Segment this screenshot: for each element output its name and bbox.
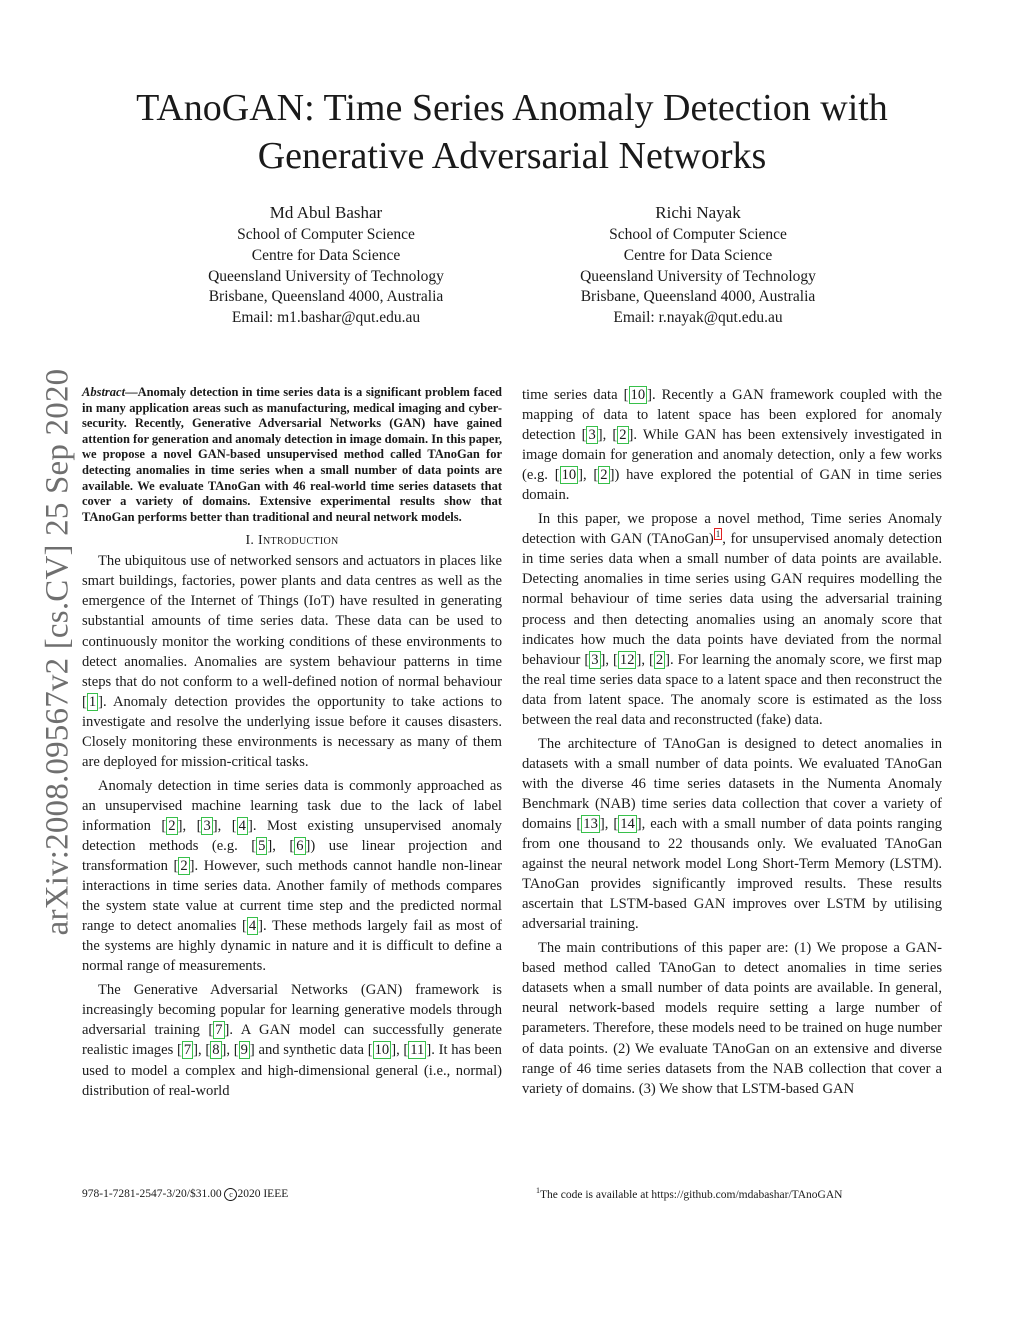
copyright-icon: c: [224, 1188, 237, 1201]
section-heading: I. Introduction: [245, 533, 339, 549]
paragraph: The main contributions of this paper are: (1) We propose a GAN-based method called TAnoGan to detect anomalies in time series datasets when a small number of data points are available. In general, neural network-based models require setting a large number of parameters. Therefore, these models need to be trained on huge number of data points. (2) We evaluate TAnoGan on an extensive and diverse range of 46 time series datasets from the NAB collection that cover a variety of domains. (3) We show that LSTM-based GAN: [522, 940, 942, 1097]
citation-link[interactable]: 6: [296, 838, 304, 854]
citation-link[interactable]: 2: [619, 427, 627, 444]
abstract-text: Anomaly detection in time series data is a significant problem faced in many application areas such as manufacturing, medical imaging and cyber-security. Recently, Generative Adversarial Networks (GAN) have gained attention for generation and anomaly detection in image domain. In this paper, we propose a novel GAN-based unsupervised method called TAnoGan for detecting anomalies in time series when a small number of data points are available. We evaluate TAnoGan with 46 real-world time series datasets that cover a variety of domains. Extensive experimental results show that TAnoGan performs better than traditional and neural network models.: [82, 385, 502, 524]
paragraph: The ubiquitous use of networked sensors and actuators in places like smart buildings, factories, power plants and data centres as well as the emergence of the Internet of Things (IoT) have resulted in generating substantial amounts of time series data. These data can be used to continuously monitor the working conditions of these environments to detect anomalies. Anomalies are system behaviour patterns in time steps that do not conform to a well-defined notion of normal behaviour [ 1 ]. Anomaly detection provides the opportunity to take actions to investigate and resolve the underlying issue before it causes disasters. Closely monitoring these environments is necessary as many of them are deployed for mission-critical tasks.: [82, 553, 502, 770]
footnote-link[interactable]: 1: [715, 529, 721, 540]
author-email: Email: r.nayak@qut.edu.au: [613, 309, 783, 327]
footnote: [536, 1186, 842, 1201]
arxiv-watermark: arXiv:2008.09567v2 [cs.CV] 25 Sep 2020: [39, 368, 76, 936]
copyright-line: 978-1-7281-2547-3/20/$31.00 c 2020 IEEE: [82, 1188, 289, 1201]
abstract-lead: Abstract: [82, 385, 126, 399]
right-body: [522, 385, 942, 1099]
citation-link[interactable]: 14: [620, 815, 635, 832]
citation-link[interactable]: 4: [238, 817, 246, 834]
paragraph: time series data [ 10 ]. Recently a GAN framework coupled with the mapping of data to latent space has been explored for anomaly detection [ 3 ], [ 2 ]. While GAN has been extensively investigated in image domain for generation and anomaly detection, only a few works (e.g. [ 10 ], [ 2 ]) have explored the potential of GAN in time series domain.: [522, 387, 942, 504]
author-affiliation: Centre for Data Science: [251, 246, 401, 264]
citation-link[interactable]: 5: [258, 838, 266, 854]
paragraph: In this paper, we propose a novel method, Time series Anomaly detection with GAN (TAnoGan) $^1$ , for unsupervised anomaly detection in time series data when a small number of data points are available. Detecting anomalies in time series using GAN requires modelling the normal behaviour of time series data using the adversarial training process and then detecting anomalies using an anomaly score that indicates how much the data points have deviated from the normal behaviour [ 3 ], [ 12 ], [ 2 ]. For learning the anomaly score, we first map the real time series data space to a latent space and then reconstruct the data from latent space. The anomaly score is estimated as the loss between the real data and reconstructed (fake) data.: [522, 511, 942, 728]
citation-link[interactable]: 2: [168, 817, 176, 834]
citation-link[interactable]: 12: [619, 651, 635, 668]
footnote-text: The code is available at https://github.com/mdabashar/TAnoGAN: [540, 1188, 843, 1201]
paper-title: TAnoGAN: Time Series Anomaly Detection with Generative Adversarial Networks: [136, 87, 888, 177]
author-email: Email: m1.bashar@qut.edu.au: [231, 309, 421, 327]
abstract: Abstract—Anomaly detection in time series data is a significant problem faced in many application areas such as manufacturing, medical imaging and cyber-security. Recently, Generative Adversarial Networks (GAN) have gained attention for generation and anomaly detection in image domain. In this paper, we propose a novel GAN-based unsupervised method called TAnoGan for detecting anomalies in time series when a small number of data points are available. We evaluate TAnoGan with 46 real-world time series datasets that cover a variety of domains. Extensive experimental results show that TAnoGan performs better than traditional and neural network models.: [82, 385, 502, 524]
citation-link[interactable]: 10: [374, 1042, 390, 1059]
citation-link[interactable]: 2: [600, 467, 608, 484]
author-affiliation: Queensland University of Technology: [208, 267, 444, 285]
author-name: Md Abul Bashar: [269, 203, 383, 222]
citation-link[interactable]: 11: [410, 1042, 425, 1059]
paragraph: Anomaly detection in time series data is commonly approached as an unsupervised machine learning task due to the lack of label information [ 2 ], [ 3 ], [ 4 ]. Most existing unsupervised anomaly detection methods (e.g. [ 5 ], [ 6 ]) use linear projection and transformation [ 2 ]. However, such methods cannot handle non-linear interactions in time series data. Another family of methods compares the system state value at current time step and the predicted normal range to detect anomalies [ 4 ]. These methods largely fail as most of the systems are highly dynamic in nature and it is difficult to define a normal range of measurements.: [82, 777, 502, 975]
left-column: [82, 385, 502, 1105]
author-name: Richi Nayak: [655, 203, 741, 222]
author-affiliation: Queensland University of Technology: [580, 267, 816, 285]
citation-link[interactable]: 1: [88, 693, 97, 710]
citation-link[interactable]: 4: [248, 918, 257, 935]
footnote-mark: 1: [536, 1186, 540, 1195]
paragraph: The Generative Adversarial Networks (GAN) framework is increasingly becoming popular for learning generative models through adversarial training [ 7 ]. A GAN model can successfully generate realistic images [ 7 ], [ 8 ], [ 9 ] and synthetic data [ 10 ], [ 11 ]. It has been used to model a complex and high-dimensional general (i.e., normal) distribution of real-world: [82, 982, 503, 1099]
citation-link[interactable]: 3: [588, 427, 596, 444]
left-body: [82, 551, 502, 1100]
author-affiliation: Brisbane, Queensland 4000, Australia: [580, 288, 816, 306]
citation-link[interactable]: 7: [183, 1042, 192, 1059]
citation-link[interactable]: 3: [591, 651, 599, 668]
author-affiliation: School of Computer Science: [609, 226, 787, 243]
citation-link[interactable]: 3: [203, 817, 211, 834]
citation-link[interactable]: 10: [561, 467, 577, 484]
citation-link[interactable]: 2: [655, 651, 664, 668]
author-2: [538, 202, 858, 329]
citation-link[interactable]: 13: [583, 815, 598, 832]
right-column: [522, 385, 942, 1103]
paragraph: The architecture of TAnoGan is designed to detect anomalies in datasets with a small number of data points. We evaluated TAnoGan with the diverse 46 time series datasets in the Numenta Anomaly Benchmark (NAB) time series data collection that cover a variety of domains [ 13 ], [ 14 ], each with a small number of data points ranging from one thousand to 22 thousands only. We evaluated TAnoGan against the neural network model Long Short-Term Memory (LSTM). TAnoGan provides significantly improved results. These results ascertain that LSTM-based GAN improves over LSTM by utilising adversarial training.: [522, 735, 942, 933]
citation-link[interactable]: 8: [212, 1042, 220, 1059]
citation-link[interactable]: 7: [215, 1022, 223, 1039]
author-affiliation: Centre for Data Science: [623, 246, 773, 264]
author-affiliation: School of Computer Science: [237, 226, 415, 243]
citation-link[interactable]: 10: [630, 387, 646, 403]
author-1: [166, 202, 486, 329]
author-affiliation: Brisbane, Queensland 4000, Australia: [208, 288, 444, 306]
citation-link[interactable]: 2: [180, 858, 188, 875]
citation-link[interactable]: 9: [240, 1042, 248, 1059]
